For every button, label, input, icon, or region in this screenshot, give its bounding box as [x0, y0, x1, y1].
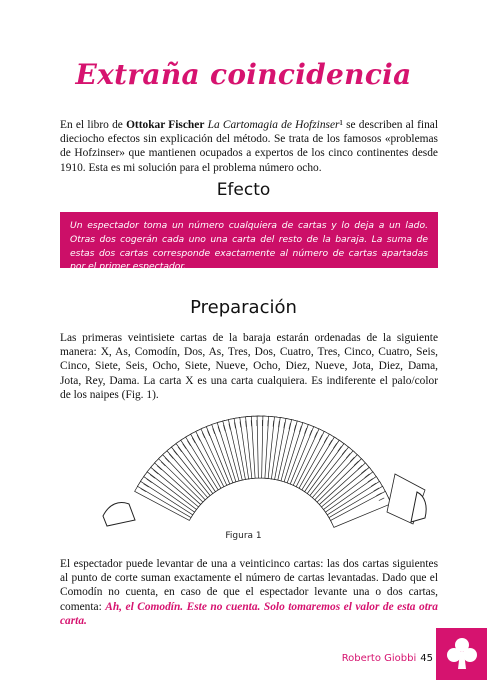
- intro-text-1: En el libro de: [60, 119, 127, 131]
- left-hand: [103, 503, 135, 527]
- author-name: Ottokar Fischer: [126, 119, 205, 131]
- preparation-heading: Preparación: [190, 297, 297, 318]
- card-fan-illustration: [95, 408, 430, 528]
- intro-text-3: ¹ se describen al final dieciocho efectos sin explicación del método. Se trata de los famosos «problemas de Hofzinser» que mantienen ocupados a expertos de los cinco continentes desde 1910. Esta es mi solución para el problema número ocho.: [60, 119, 438, 174]
- page-title: Extraña coincidencia: [75, 58, 412, 91]
- patter-comment: Ah, el Comodín. Este no cuenta. Solo tomaremos el valor de esta otra carta.: [60, 600, 438, 627]
- book-title: La Cartomagia de Hofzinser: [207, 119, 340, 131]
- footer-author: Roberto Giobbi: [341, 653, 417, 664]
- closing-paragraph: [60, 557, 438, 628]
- card-fan: [103, 416, 426, 527]
- club-suit-icon: [436, 628, 487, 680]
- figure-caption: Figura 1: [225, 531, 262, 541]
- preparation-paragraph: Las primeras veintisiete cartas de la baraja estarán ordenadas de la siguiente manera: X, As, Comodín, Dos, As, Tres, Dos, Cuatro, Tres, Cinco, Cuatro, Seis, Cinco, Siete, Seis, Ocho, Siete, Nueve, Ocho, Diez, Nueve, Jota, Diez, Dama, Jota, Rey, Dama. La carta X es una carta cualquiera. Es indiferente el palo/color de los naipes (Fig. 1).: [60, 332, 438, 401]
- effect-heading: Efecto: [216, 180, 271, 200]
- closing-text: El espectador puede levantar de una a veinticinco cartas: las dos cartas siguientes al punto de corte suman exactamente el número de cartas levantadas. Dado que el Comodín no cuenta, en caso de que el espectador levante una o dos cartas, comenta:: [60, 558, 438, 613]
- intro-paragraph: [60, 118, 438, 175]
- page-number: 45: [420, 653, 433, 664]
- page-footer: [342, 653, 433, 664]
- effect-box: [60, 212, 438, 273]
- effect-text: Un espectador toma un número cualquiera de cartas y lo deja a un lado. Otras dos cogerán cada uno una carta del resto de la baraja. La suma de estas dos cartas corresponde exactamente al número de cartas apartadas por el primer espectador.: [70, 220, 428, 273]
